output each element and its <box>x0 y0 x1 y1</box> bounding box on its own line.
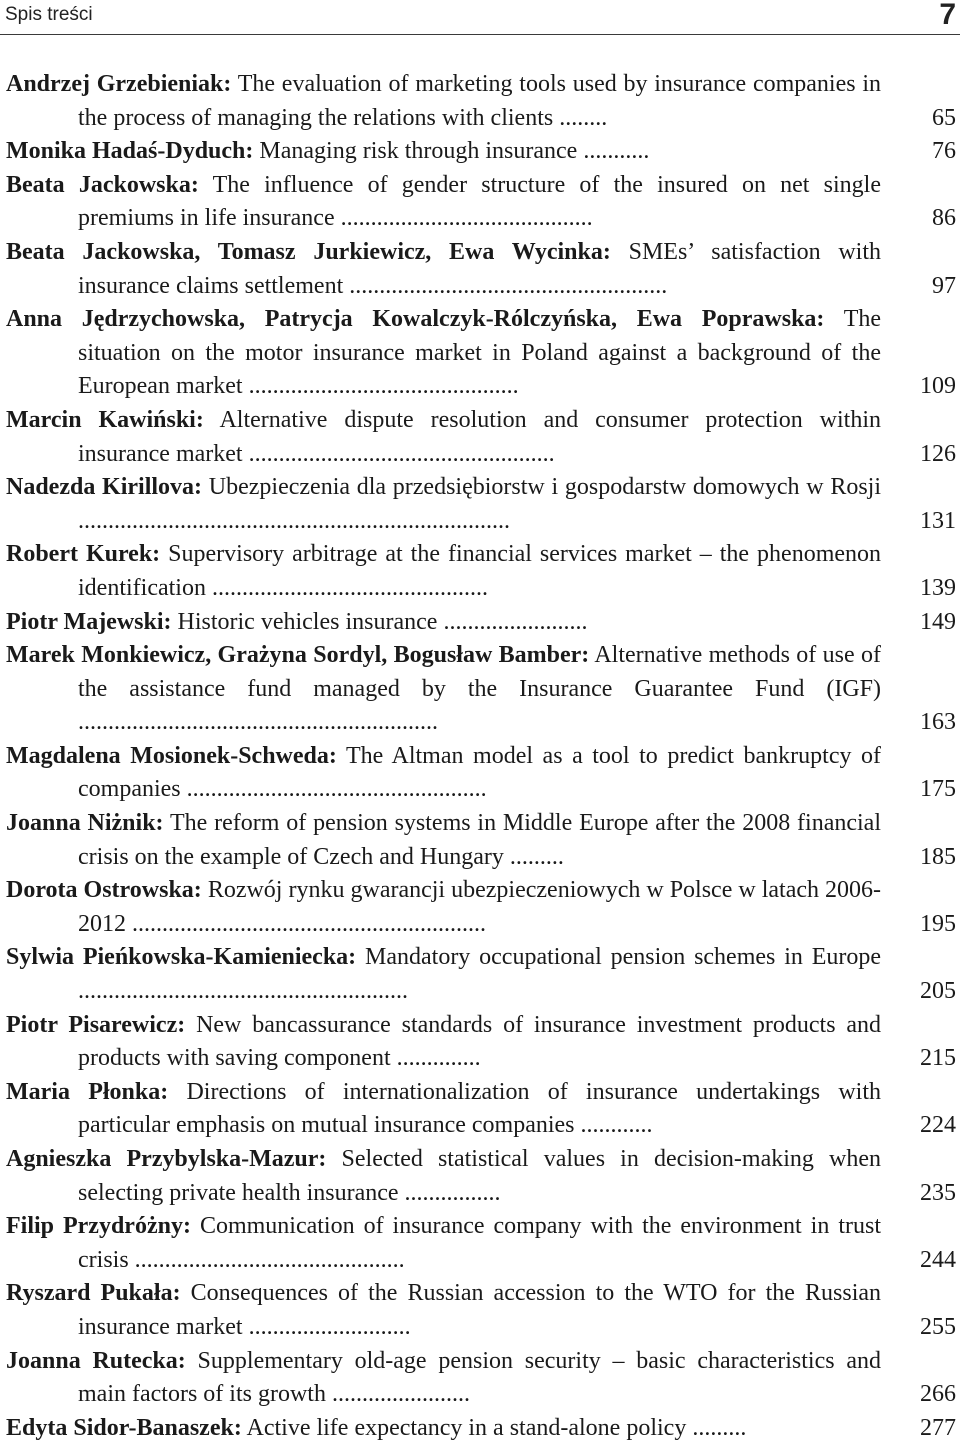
toc-title: Mandatory occupational pension schemes in Europe <box>365 944 881 971</box>
toc-dot-leader: ............ <box>574 1112 653 1139</box>
toc-dot-leader: ........................... <box>242 1313 411 1340</box>
toc-page-number: 109 <box>920 373 956 400</box>
toc-author: Joanna Rutecka: <box>6 1347 186 1374</box>
table-of-contents <box>6 68 956 1445</box>
toc-author: Dorota Ostrowska: <box>6 877 202 904</box>
toc-page-number: 86 <box>932 205 956 232</box>
toc-dot-leader: ....................................................... <box>78 978 408 1005</box>
toc-dot-leader: ........................................................................ <box>78 507 510 534</box>
toc-entry[interactable] <box>6 236 956 303</box>
toc-page-number: 131 <box>920 507 956 534</box>
toc-author: Ryszard Pukała: <box>6 1280 181 1307</box>
toc-page-number: 255 <box>920 1313 956 1340</box>
toc-title: SMEs’ satisfaction with insurance claims settlement <box>78 238 881 299</box>
toc-entry[interactable] <box>6 1143 956 1210</box>
toc-dot-leader: ........ <box>553 104 608 131</box>
toc-page-number: 185 <box>920 843 956 870</box>
toc-entry[interactable] <box>6 941 956 1008</box>
toc-page-number: 76 <box>932 138 956 165</box>
toc-entry[interactable] <box>6 807 956 874</box>
toc-dot-leader: .................................................. <box>180 776 487 803</box>
toc-author: Marcin Kawiński: <box>6 406 204 433</box>
toc-dot-leader: ........................ <box>437 608 588 635</box>
toc-title: The influence of gender structure of the insured on net single premiums in life insurance <box>78 171 881 232</box>
toc-author: Joanna Niżnik: <box>6 810 164 837</box>
toc-author: Magdalena Mosionek-Schweda: <box>6 742 337 769</box>
toc-entry-text <box>6 471 881 538</box>
toc-entry[interactable] <box>6 1076 956 1143</box>
toc-entry[interactable] <box>6 68 956 135</box>
running-header-title: Spis treści <box>5 4 93 25</box>
toc-dot-leader: ........... <box>577 138 650 165</box>
toc-entry[interactable] <box>6 1210 956 1277</box>
toc-title: Supplementary old-age pension security – basic characteristics and main factors of its growth <box>78 1347 881 1408</box>
toc-entry-text <box>6 1143 881 1210</box>
toc-page-number: 205 <box>920 978 956 1005</box>
toc-entry-text <box>6 740 881 807</box>
toc-entry-text <box>6 236 881 303</box>
toc-title: Ubezpieczenia dla przedsiębiorstw i gospodarstw domowych w Rosji <box>208 474 882 501</box>
toc-entry[interactable] <box>6 874 956 941</box>
toc-entry-text <box>6 135 881 169</box>
toc-author: Robert Kurek: <box>6 541 161 568</box>
toc-dot-leader: ..................................................... <box>343 272 668 299</box>
toc-page-number: 277 <box>920 1414 956 1441</box>
toc-dot-leader: .............. <box>390 1045 481 1072</box>
toc-author: Piotr Majewski: <box>6 608 172 635</box>
toc-dot-leader: ......... <box>503 843 564 870</box>
toc-title: The evaluation of marketing tools used by insurance companies in the process of managing the relations with clients <box>78 71 881 131</box>
toc-page-number: 224 <box>920 1112 956 1139</box>
toc-dot-leader: ................................................... <box>242 440 555 467</box>
toc-entry[interactable] <box>6 639 956 740</box>
toc-title: Historic vehicles insurance <box>177 608 438 635</box>
toc-page-number: 126 <box>920 440 956 467</box>
toc-entry[interactable] <box>6 1345 956 1412</box>
toc-dot-leader: .......................................... <box>334 205 593 232</box>
toc-title: The situation on the motor insurance market in Poland against a background of the European market <box>78 306 881 400</box>
toc-author: Maria Płonka: <box>6 1078 169 1105</box>
toc-title: Communication of insurance company with the environment in trust crisis <box>78 1213 881 1273</box>
toc-page-number: 215 <box>920 1045 956 1072</box>
toc-page-number: 195 <box>920 910 956 937</box>
toc-dot-leader: .............................................. <box>205 574 488 601</box>
page-header <box>0 0 960 35</box>
toc-author: Filip Przydróżny: <box>6 1213 191 1240</box>
toc-page-number: 97 <box>932 272 956 299</box>
toc-title: Supervisory arbitrage at the financial services market – the phenomenon identification <box>78 541 882 601</box>
toc-title: Selected statistical values in decision-making when selecting private health insurance <box>78 1146 882 1206</box>
toc-author: Marek Monkiewicz, Grażyna Sordyl, Bogusław Bamber: <box>6 642 590 669</box>
toc-title: Directions of internationalization of insurance undertakings with particular emphasis on mutual insurance companies <box>78 1078 881 1139</box>
toc-entry[interactable] <box>6 1277 956 1344</box>
toc-entry[interactable] <box>6 471 956 538</box>
toc-entry-text <box>6 1412 881 1445</box>
toc-page-number: 175 <box>920 776 956 803</box>
toc-dot-leader: ................ <box>398 1179 501 1206</box>
toc-entry-text <box>6 404 881 471</box>
toc-dot-leader: ........................................................... <box>126 910 486 937</box>
toc-page-number: 244 <box>920 1246 956 1273</box>
toc-dot-leader: ......... <box>686 1414 747 1441</box>
toc-entry-text <box>6 1345 881 1412</box>
toc-author: Nadezda Kirillova: <box>6 474 203 501</box>
toc-entry-text <box>6 1009 881 1076</box>
toc-author: Anna Jędrzychowska, Patrycja Kowalczyk-Rólczyńska, Ewa Poprawska: <box>6 306 825 333</box>
toc-entry[interactable] <box>6 303 956 404</box>
toc-dot-leader: ............................................. <box>242 373 519 400</box>
toc-entry-text <box>6 874 881 941</box>
toc-author: Beata Jackowska: <box>6 171 199 198</box>
toc-dot-leader: ............................................................ <box>78 709 438 736</box>
toc-entry-text <box>6 68 881 135</box>
toc-author: Sylwia Pieńkowska-Kamieniecka: <box>6 944 357 971</box>
toc-entry[interactable] <box>6 538 956 605</box>
toc-title: Alternative methods of use of the assistance fund managed by the Insurance Guarantee Fund (IGF) <box>78 642 881 702</box>
toc-entry[interactable] <box>6 169 956 236</box>
toc-title: Rozwój rynku gwarancji ubezpieczeniowych w Polsce w latach 2006-2012 <box>78 877 882 937</box>
toc-entry-text <box>6 538 881 605</box>
toc-author: Piotr Pisarewicz: <box>6 1011 186 1038</box>
page-number: 7 <box>939 0 956 31</box>
toc-entry[interactable] <box>6 740 956 807</box>
toc-dot-leader: ....................... <box>325 1381 470 1408</box>
toc-title: The reform of pension systems in Middle Europe after the 2008 financial crisis on the example of Czech and Hungary <box>78 810 881 870</box>
toc-entry-text <box>6 639 881 740</box>
toc-author: Monika Hadaś-Dyduch: <box>6 138 254 165</box>
toc-entry-text <box>6 941 881 1008</box>
toc-title: New bancassurance standards of insurance investment products and products with saving component <box>78 1011 882 1072</box>
toc-entry[interactable] <box>6 606 956 640</box>
toc-author: Beata Jackowska, Tomasz Jurkiewicz, Ewa Wycinka: <box>6 238 611 265</box>
toc-entry-text <box>6 606 881 640</box>
toc-entry-text <box>6 303 881 404</box>
toc-entry[interactable] <box>6 135 956 169</box>
toc-page-number: 266 <box>920 1381 956 1408</box>
toc-page-number: 163 <box>920 709 956 736</box>
toc-dot-leader: ............................................. <box>128 1246 405 1273</box>
toc-page-number: 235 <box>920 1179 956 1206</box>
toc-entry[interactable] <box>6 1412 956 1445</box>
toc-entry-text <box>6 807 881 874</box>
toc-title: The Altman model as a tool to predict bankruptcy of companies <box>78 742 881 803</box>
toc-title: Consequences of the Russian accession to the WTO for the Russian insurance market <box>78 1280 882 1340</box>
toc-page-number: 65 <box>932 104 956 131</box>
toc-entry-text <box>6 169 881 236</box>
toc-title: Active life expectancy in a stand-alone policy <box>246 1414 687 1441</box>
toc-author: Andrzej Grzebieniak: <box>6 71 232 97</box>
toc-entry-text <box>6 1076 881 1143</box>
toc-page-number: 139 <box>920 574 956 601</box>
toc-entry[interactable] <box>6 404 956 471</box>
toc-entry-text <box>6 1210 881 1277</box>
toc-entry[interactable] <box>6 1009 956 1076</box>
toc-page-number: 149 <box>920 608 956 635</box>
toc-author: Edyta Sidor-Banaszek: <box>6 1414 242 1441</box>
toc-title: Alternative dispute resolution and consumer protection within insurance market <box>78 406 881 467</box>
toc-entry-text <box>6 1277 881 1344</box>
toc-author: Agnieszka Przybylska-Mazur: <box>6 1146 327 1172</box>
toc-title: Managing risk through insurance <box>259 138 578 165</box>
